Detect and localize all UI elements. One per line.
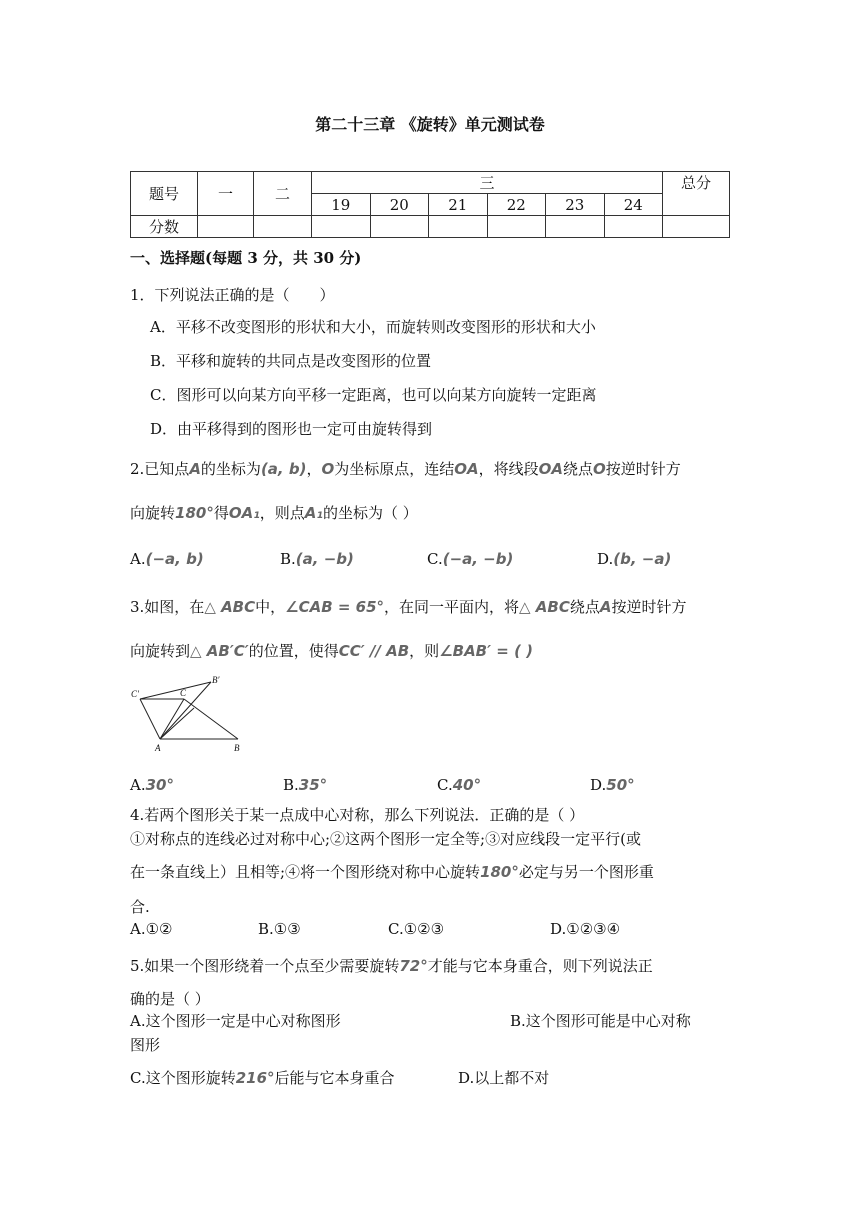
q5-option-b: B.这个图形可能是中心对称 bbox=[510, 1012, 691, 1030]
q2-option-d: D.(b, −a) bbox=[597, 550, 672, 568]
q5-option-a: A.这个图形一定是中心对称图形 bbox=[130, 1012, 341, 1030]
header-part-2: 二 bbox=[254, 172, 312, 216]
q1-option-c: C．图形可以向某方向平移一定距离，也可以向某方向旋转一定距离 bbox=[150, 386, 597, 404]
q1-stem: 1．下列说法正确的是（ ） bbox=[130, 286, 335, 304]
q1-option-d: D．由平移得到的图形也一定可由旋转得到 bbox=[150, 420, 433, 438]
header-part-1: 一 bbox=[198, 172, 254, 216]
q3-option-b: B.35° bbox=[283, 776, 328, 794]
q4-option-c: C.①②③ bbox=[388, 920, 445, 938]
q3-option-c: C.40° bbox=[437, 776, 482, 794]
score-cell[interactable] bbox=[663, 216, 730, 238]
q3-option-d: D.50° bbox=[590, 776, 635, 794]
q3-stem-line1: 3.如图，在△ ABC中，∠CAB = 65°，在同一平面内，将△ ABC绕点A按逆时针方 bbox=[130, 598, 687, 616]
q4-statement-line1: ①对称点的连线必过对称中心;②这两个图形一定全等;③对应线段一定平行(或 bbox=[130, 830, 641, 848]
q5-stem-line2: 确的是（ ） bbox=[130, 990, 210, 1008]
score-cell[interactable] bbox=[487, 216, 546, 238]
score-label: 分数 bbox=[131, 216, 198, 238]
q3-option-a: A.30° bbox=[130, 776, 174, 794]
q4-statement-line2: 在一条直线上）且相等;④将一个图形绕对称中心旋转180°必定与另一个图形重 bbox=[130, 863, 654, 881]
q5-option-b-continued: 图形 bbox=[130, 1036, 161, 1054]
score-table bbox=[130, 171, 730, 238]
score-cell[interactable] bbox=[370, 216, 429, 238]
q2-option-b: B.(a, −b) bbox=[280, 550, 354, 568]
section-heading: 一、选择题(每题 3 分，共 30 分) bbox=[130, 249, 362, 267]
page-title: 第二十三章 《旋转》单元测试卷 bbox=[315, 115, 545, 134]
q5-stem-line1: 5.如果一个图形绕着一个点至少需要旋转72°才能与它本身重合，则下列说法正 bbox=[130, 957, 653, 975]
q4-option-b: B.①③ bbox=[258, 920, 301, 938]
header-q23: 23 bbox=[546, 194, 605, 216]
header-q19: 19 bbox=[312, 194, 371, 216]
label-b-prime: B′ bbox=[212, 675, 220, 685]
header-question-no: 题号 bbox=[131, 172, 198, 216]
q4-stem: 4.若两个图形关于某一点成中心对称，那么下列说法．正确的是（ ） bbox=[130, 806, 585, 824]
q4-option-d: D.①②③④ bbox=[550, 920, 621, 938]
q1-option-a: A．平移不改变图形的形状和大小，而旋转则改变图形的形状和大小 bbox=[150, 318, 596, 336]
score-cell[interactable] bbox=[198, 216, 254, 238]
q5-option-c: C.这个图形旋转216°后能与它本身重合 bbox=[130, 1069, 395, 1087]
score-cell[interactable] bbox=[604, 216, 663, 238]
header-part-3: 三 bbox=[312, 172, 663, 194]
q4-statement-line3: 合. bbox=[130, 898, 150, 916]
q3-stem-line2: 向旋转到△ AB′C′的位置，使得CC′ // AB，则∠BAB′ = ( ) bbox=[130, 642, 534, 660]
score-cell[interactable] bbox=[429, 216, 488, 238]
label-a: A bbox=[155, 743, 161, 753]
q2-option-c: C.(−a, −b) bbox=[427, 550, 514, 568]
q2-option-a: A.(−a, b) bbox=[130, 550, 204, 568]
q2-stem-line1: 2.已知点A的坐标为(a, b)，O为坐标原点，连结OA，将线段OA绕点O按逆时针方 bbox=[130, 460, 681, 478]
q5-option-d: D.以上都不对 bbox=[458, 1069, 550, 1087]
label-c-prime: C′ bbox=[131, 689, 139, 699]
header-total: 总分 bbox=[663, 172, 730, 216]
q4-option-a: A.①② bbox=[130, 920, 173, 938]
score-cell[interactable] bbox=[312, 216, 371, 238]
score-cell[interactable] bbox=[254, 216, 312, 238]
label-c: C bbox=[180, 688, 187, 698]
score-cell[interactable] bbox=[546, 216, 605, 238]
header-q24: 24 bbox=[604, 194, 663, 216]
header-q20: 20 bbox=[370, 194, 429, 216]
label-b: B bbox=[234, 743, 240, 753]
q2-stem-line2: 向旋转180°得OA₁，则点A₁的坐标为（ ） bbox=[130, 504, 418, 522]
q1-option-b: B．平移和旋转的共同点是改变图形的位置 bbox=[150, 352, 432, 370]
rotation-figure bbox=[128, 672, 258, 762]
header-q22: 22 bbox=[487, 194, 546, 216]
header-q21: 21 bbox=[429, 194, 488, 216]
